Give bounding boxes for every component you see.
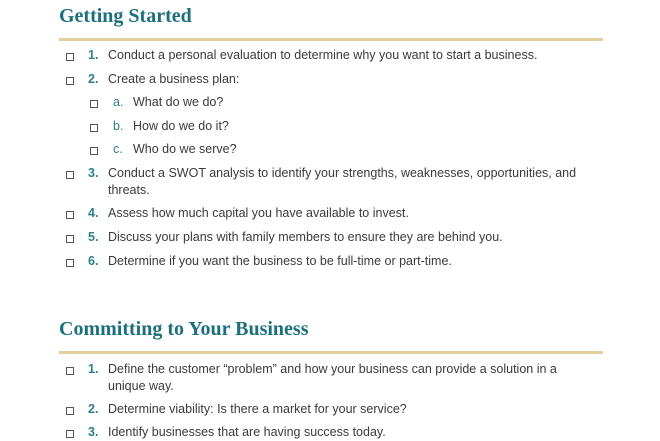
checkbox[interactable] [66,235,74,243]
section-heading: Getting Started [59,5,192,27]
item-letter: a. [113,95,124,109]
item-number: 3. [88,425,99,439]
checkbox[interactable] [66,430,74,438]
checkbox[interactable] [66,77,74,85]
item-number: 6. [88,254,99,268]
item-text: Determine if you want the business to be full-time or part-time. [108,254,452,268]
checkbox[interactable] [66,211,74,219]
item-number: 5. [88,230,99,244]
checkbox[interactable] [66,171,74,179]
item-text: Conduct a personal evaluation to determine why you want to start a business. [108,48,538,62]
item-number: 3. [88,166,99,180]
heading-rule [59,38,603,41]
item-text: Determine viability: Is there a market for your service? [108,402,407,416]
item-number: 4. [88,206,99,220]
item-text: What do we do? [133,95,224,109]
item-number: 2. [88,72,99,86]
checkbox[interactable] [66,53,74,61]
item-text: How do we do it? [133,119,229,133]
section-heading: Committing to Your Business [59,318,309,340]
checkbox[interactable] [66,367,74,375]
item-number: 1. [88,48,99,62]
item-text: Who do we serve? [133,142,237,156]
item-text: Conduct a SWOT analysis to identify your strengths, weaknesses, opportunities, and threats. [108,166,577,197]
item-letter: b. [113,119,124,133]
item-number: 1. [88,362,99,376]
checkbox[interactable] [66,259,74,267]
item-letter: c. [113,142,123,156]
item-text: Discuss your plans with family members to ensure they are behind you. [108,230,503,244]
checkbox[interactable] [90,124,98,132]
checkbox[interactable] [90,100,98,108]
heading-rule [59,351,603,354]
item-text: Identify businesses that are having success today. [108,425,386,439]
item-text: Create a business plan: [108,72,240,86]
checkbox[interactable] [90,147,98,155]
item-number: 2. [88,402,99,416]
checkbox[interactable] [66,407,74,415]
item-text: Assess how much capital you have available to invest. [108,206,409,220]
item-text: Define the customer “problem” and how your business can provide a solution in a unique way. [108,362,557,393]
